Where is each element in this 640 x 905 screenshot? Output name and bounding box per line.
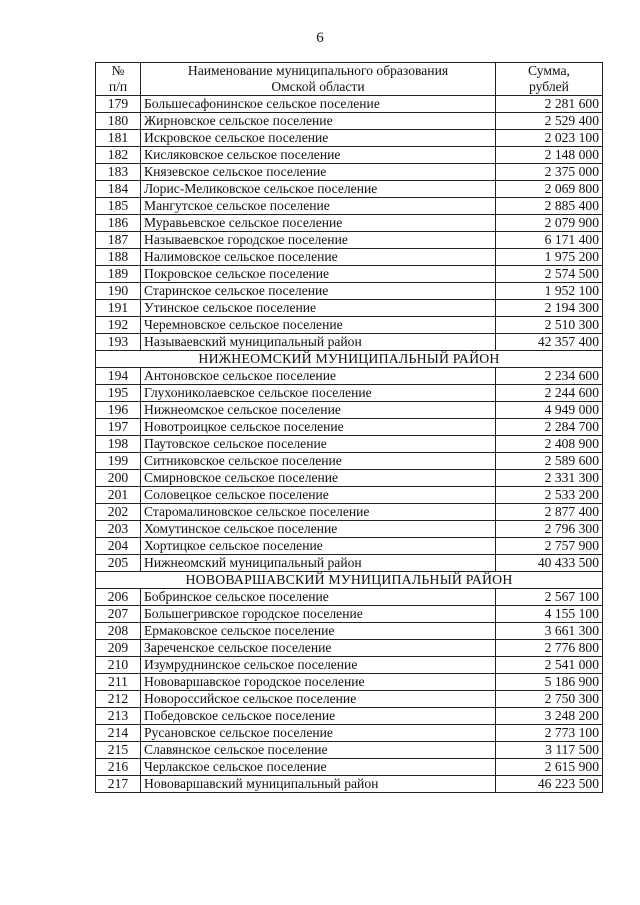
amount: 2 615 900	[496, 759, 603, 776]
table-row	[96, 130, 603, 147]
table-row	[96, 708, 603, 725]
table-row	[96, 742, 603, 759]
header-name-line1: Наименование муниципального образования	[187, 63, 449, 78]
municipality-name: Бобринское сельское поселение	[141, 589, 496, 606]
municipality-name: Глухониколаевское сельское поселение	[141, 385, 496, 402]
page-number: 6	[316, 30, 324, 46]
amount: 2 750 300	[496, 691, 603, 708]
amount: 42 357 400	[496, 334, 603, 351]
row-number: 198	[96, 436, 141, 453]
municipality-name: Хортицкое сельское поселение	[141, 538, 496, 555]
municipality-name: Называевский муниципальный район	[141, 334, 496, 351]
municipality-name: Нововаршавский муниципальный район	[141, 776, 496, 793]
table-row	[96, 538, 603, 555]
row-number: 184	[96, 181, 141, 198]
table-row	[96, 283, 603, 300]
row-number: 193	[96, 334, 141, 351]
municipality-name: Ситниковское сельское поселение	[141, 453, 496, 470]
amount: 46 223 500	[496, 776, 603, 793]
table-row	[96, 181, 603, 198]
row-number: 180	[96, 113, 141, 130]
amount: 2 589 600	[496, 453, 603, 470]
amount: 2 234 600	[496, 368, 603, 385]
municipality-name: Победовское сельское поселение	[141, 708, 496, 725]
row-number: 212	[96, 691, 141, 708]
amount: 2 776 800	[496, 640, 603, 657]
header-name	[141, 63, 496, 96]
table-row	[96, 725, 603, 742]
municipality-name: Искровское сельское поселение	[141, 130, 496, 147]
amount: 2 244 600	[496, 385, 603, 402]
row-number: 213	[96, 708, 141, 725]
municipality-name: Муравьевское сельское поселение	[141, 215, 496, 232]
row-number: 211	[96, 674, 141, 691]
table-row	[96, 521, 603, 538]
table-row	[96, 249, 603, 266]
municipality-name: Налимовское сельское поселение	[141, 249, 496, 266]
table-header	[96, 63, 603, 96]
municipality-name: Новотроицкое сельское поселение	[141, 419, 496, 436]
table-row	[96, 419, 603, 436]
table-row	[96, 504, 603, 521]
amount: 6 171 400	[496, 232, 603, 249]
table-row	[96, 113, 603, 130]
municipality-name: Лорис-Меликовское сельское поселение	[141, 181, 496, 198]
table-row	[96, 402, 603, 419]
row-number: 210	[96, 657, 141, 674]
table-row	[96, 164, 603, 181]
amount: 3 661 300	[496, 623, 603, 640]
header-sum-line1: Сумма,	[528, 63, 570, 78]
row-number: 179	[96, 96, 141, 113]
amount: 2 284 700	[496, 419, 603, 436]
row-number: 197	[96, 419, 141, 436]
municipality-name: Зареченское сельское поселение	[141, 640, 496, 657]
table-body	[96, 96, 603, 793]
table-row	[96, 232, 603, 249]
amount: 2 885 400	[496, 198, 603, 215]
row-number: 215	[96, 742, 141, 759]
municipality-name: Большегривское городское поселение	[141, 606, 496, 623]
row-number: 185	[96, 198, 141, 215]
district-title: НИЖНЕОМСКИЙ МУНИЦИПАЛЬНЫЙ РАЙОН	[96, 351, 603, 368]
municipality-name: Утинское сельское поселение	[141, 300, 496, 317]
row-number: 209	[96, 640, 141, 657]
row-number: 199	[96, 453, 141, 470]
row-number: 216	[96, 759, 141, 776]
municipality-name: Мангутское сельское поселение	[141, 198, 496, 215]
row-number: 191	[96, 300, 141, 317]
row-number: 181	[96, 130, 141, 147]
municipality-name: Славянское сельское поселение	[141, 742, 496, 759]
row-number: 186	[96, 215, 141, 232]
table-row	[96, 691, 603, 708]
row-number: 200	[96, 470, 141, 487]
row-number: 183	[96, 164, 141, 181]
municipality-name: Князевское сельское поселение	[141, 164, 496, 181]
table-row	[96, 147, 603, 164]
amount: 2 069 800	[496, 181, 603, 198]
table-row	[96, 657, 603, 674]
amount: 2 533 200	[496, 487, 603, 504]
table-row	[96, 96, 603, 113]
header-sum-line2: рублей	[529, 79, 569, 94]
row-number: 182	[96, 147, 141, 164]
header-number-line1: №	[111, 63, 125, 78]
municipality-name: Новороссийское сельское поселение	[141, 691, 496, 708]
amount: 4 155 100	[496, 606, 603, 623]
amount: 2 510 300	[496, 317, 603, 334]
row-number: 207	[96, 606, 141, 623]
amount: 2 877 400	[496, 504, 603, 521]
municipality-name: Ермаковское сельское поселение	[141, 623, 496, 640]
table-row	[96, 266, 603, 283]
table-row	[96, 317, 603, 334]
row-number: 190	[96, 283, 141, 300]
district-header-row	[96, 572, 603, 589]
amount: 2 773 100	[496, 725, 603, 742]
district-header-row	[96, 351, 603, 368]
amount: 2 408 900	[496, 436, 603, 453]
municipality-name: Черемновское сельское поселение	[141, 317, 496, 334]
header-number-line2: п/п	[108, 79, 128, 94]
amount: 2 148 000	[496, 147, 603, 164]
amount: 2 331 300	[496, 470, 603, 487]
table-row	[96, 759, 603, 776]
table-row	[96, 453, 603, 470]
amount: 2 529 400	[496, 113, 603, 130]
table-row	[96, 487, 603, 504]
municipality-name: Изумруднинское сельское поселение	[141, 657, 496, 674]
municipality-name: Старинское сельское поселение	[141, 283, 496, 300]
table-row	[96, 674, 603, 691]
table-row	[96, 555, 603, 572]
allocation-table	[95, 62, 603, 793]
amount: 2 567 100	[496, 589, 603, 606]
table-row	[96, 385, 603, 402]
municipality-name: Нижнеомское сельское поселение	[141, 402, 496, 419]
municipality-name: Соловецкое сельское поселение	[141, 487, 496, 504]
municipality-name: Хомутинское сельское поселение	[141, 521, 496, 538]
amount: 1 952 100	[496, 283, 603, 300]
amount: 2 281 600	[496, 96, 603, 113]
municipality-name: Нововаршавское городское поселение	[141, 674, 496, 691]
amount: 3 117 500	[496, 742, 603, 759]
table-row	[96, 589, 603, 606]
municipality-name: Смирновское сельское поселение	[141, 470, 496, 487]
municipality-name: Старомалиновское сельское поселение	[141, 504, 496, 521]
amount: 4 949 000	[496, 402, 603, 419]
row-number: 188	[96, 249, 141, 266]
amount: 2 375 000	[496, 164, 603, 181]
municipality-name: Нижнеомский муниципальный район	[141, 555, 496, 572]
amount: 2 796 300	[496, 521, 603, 538]
amount: 2 023 100	[496, 130, 603, 147]
amount: 40 433 500	[496, 555, 603, 572]
amount: 2 757 900	[496, 538, 603, 555]
amount: 2 541 000	[496, 657, 603, 674]
amount: 2 079 900	[496, 215, 603, 232]
row-number: 194	[96, 368, 141, 385]
row-number: 192	[96, 317, 141, 334]
table-row	[96, 368, 603, 385]
row-number: 196	[96, 402, 141, 419]
row-number: 187	[96, 232, 141, 249]
row-number: 202	[96, 504, 141, 521]
municipality-name: Антоновское сельское поселение	[141, 368, 496, 385]
municipality-name: Русановское сельское поселение	[141, 725, 496, 742]
table-row	[96, 470, 603, 487]
table-row	[96, 198, 603, 215]
amount: 3 248 200	[496, 708, 603, 725]
row-number: 189	[96, 266, 141, 283]
table-row	[96, 215, 603, 232]
municipality-name: Большесафонинское сельское поселение	[141, 96, 496, 113]
row-number: 195	[96, 385, 141, 402]
row-number: 217	[96, 776, 141, 793]
district-title: НОВОВАРШАВСКИЙ МУНИЦИПАЛЬНЫЙ РАЙОН	[96, 572, 603, 589]
table-row	[96, 640, 603, 657]
table-row	[96, 606, 603, 623]
municipality-name: Жирновское сельское поселение	[141, 113, 496, 130]
amount: 1 975 200	[496, 249, 603, 266]
amount: 2 194 300	[496, 300, 603, 317]
table-row	[96, 300, 603, 317]
municipality-name: Покровское сельское поселение	[141, 266, 496, 283]
row-number: 204	[96, 538, 141, 555]
row-number: 201	[96, 487, 141, 504]
header-number	[96, 63, 141, 96]
table-row	[96, 334, 603, 351]
table-row	[96, 623, 603, 640]
amount: 2 574 500	[496, 266, 603, 283]
municipality-name: Называевское городское поселение	[141, 232, 496, 249]
table-row	[96, 436, 603, 453]
row-number: 205	[96, 555, 141, 572]
amount: 5 186 900	[496, 674, 603, 691]
header-sum	[496, 63, 603, 96]
row-number: 206	[96, 589, 141, 606]
row-number: 214	[96, 725, 141, 742]
row-number: 203	[96, 521, 141, 538]
municipality-name: Кисляковское сельское поселение	[141, 147, 496, 164]
municipality-name: Паутовское сельское поселение	[141, 436, 496, 453]
row-number: 208	[96, 623, 141, 640]
header-name-line2: Омской области	[271, 79, 365, 94]
municipality-name: Черлакское сельское поселение	[141, 759, 496, 776]
table-row	[96, 776, 603, 793]
